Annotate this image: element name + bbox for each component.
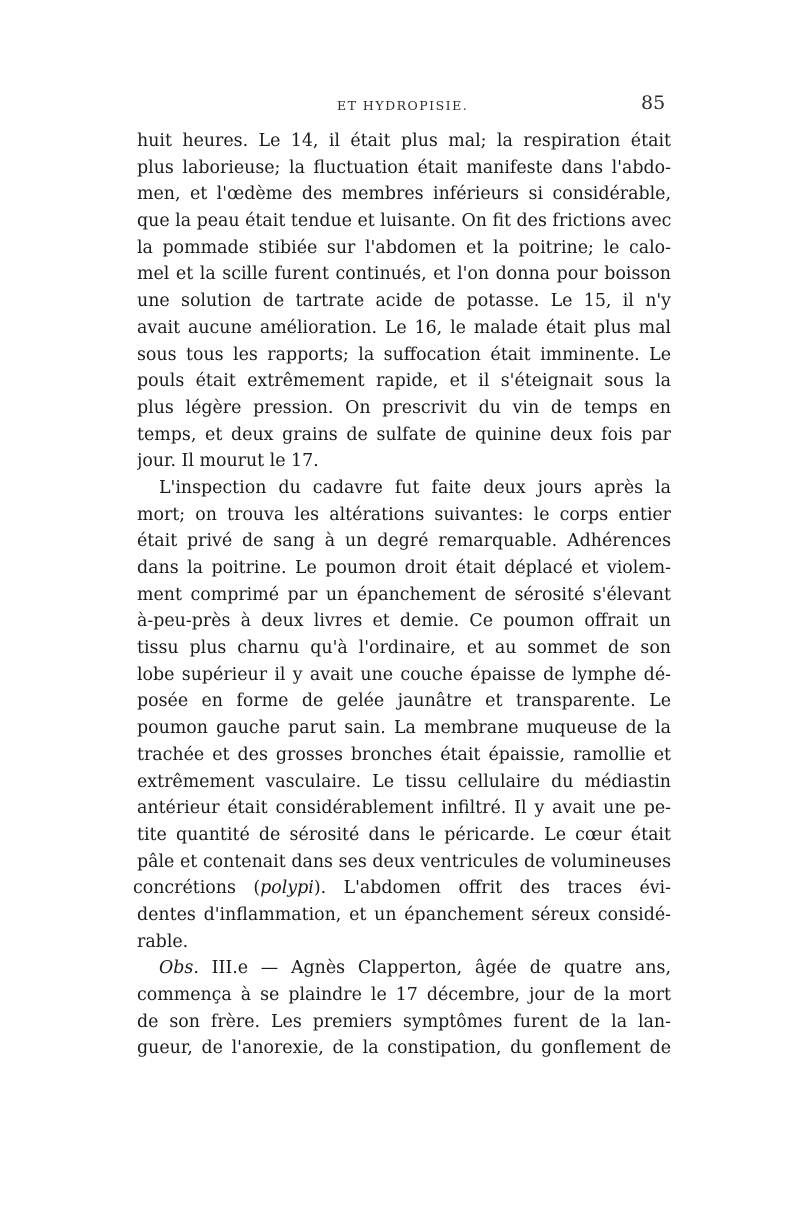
text-line: men, et l'œdème des membres inférieurs si considérable,	[137, 184, 671, 205]
text-line: huit heures. Le 14, il était plus mal; la respiration était	[137, 131, 671, 151]
text-line: tissu plus charnu qu'à l'ordinaire, et au sommet de son	[137, 638, 671, 659]
text-segment: ). L'abdomen offrit des traces évi-	[313, 878, 671, 899]
text-line: gueur, de l'anorexie, de la constipation, du gonflement de	[137, 1038, 671, 1059]
text-line: commença à se plaindre le 17 décembre, jour de la mort	[137, 985, 671, 1005]
text-line: était privé de sang à un degré remarquable. Adhérences	[137, 531, 671, 552]
text-line: la pommade stibiée sur l'abdomen et la poitrine; le calo-	[137, 237, 671, 258]
running-title: ET HYDROPISIE.	[337, 98, 469, 113]
paragraph-end-line: jour. Il mourut le 17.	[137, 451, 319, 472]
text-line: une solution de tartrate acide de potasse. Le 15, il n'y	[137, 291, 671, 312]
text-line: antérieur était considérablement infiltré. Il y avait une pe-	[137, 798, 671, 819]
text-line: de son frère. Les premiers symptômes furent de la lan-	[137, 1011, 671, 1032]
text-line	[133, 875, 671, 902]
text-segment: concrétions (	[133, 878, 261, 899]
text-line: ment comprimé par un épanchement de sérosité s'élevant	[137, 584, 671, 605]
text-line: dentes d'inflammation, et un épanchement séreux considé-	[137, 904, 671, 925]
italic-term: polypi	[260, 878, 314, 899]
text-line: lobe supérieur il y avait une couche épaisse de lymphe dé-	[137, 664, 671, 685]
body-text	[133, 128, 671, 1062]
text-line: que la peau était tendue et luisante. On fit des frictions avec	[137, 211, 671, 232]
text-line: posée en forme de gelée jaunâtre et transparente. Le	[137, 691, 671, 712]
text-line: dans la poitrine. Le poumon droit était déplacé et violem-	[137, 558, 671, 578]
observation-heading-line	[137, 955, 671, 982]
text-line: tite quantité de sérosité dans le péricarde. Le cœur était	[137, 824, 671, 845]
text-line: à-peu-près à deux livres et demie. Ce poumon offrait un	[137, 611, 671, 632]
text-segment: III.e — Agnès Clapperton, âgée de quatre ans,	[198, 958, 671, 979]
paragraph-start-line: L'inspection du cadavre fut faite deux jours après la	[159, 477, 671, 498]
text-line: extrêmement vasculaire. Le tissu cellulaire du médiastin	[137, 771, 671, 792]
text-line: avait aucune amélioration. Le 16, le malade était plus mal	[137, 317, 671, 338]
text-line: poumon gauche parut sain. La membrane muqueuse de la	[137, 718, 671, 739]
paragraph-end-line: rable.	[137, 931, 189, 952]
text-line: mort; on trouva les altérations suivantes: le corps entier	[137, 504, 671, 525]
text-line: sous tous les rapports; la suffocation était imminente. Le	[137, 344, 671, 365]
text-line: pâle et contenait dans ses deux ventricules de volumineuses	[137, 851, 671, 872]
observation-label: Obs.	[159, 958, 199, 979]
text-line: mel et la scille furent continués, et l'on donna pour boisson	[137, 264, 671, 285]
text-line: trachée et des grosses bronches était épaissie, ramollie et	[137, 744, 671, 765]
text-line: pouls était extrêmement rapide, et il s'éteignait sous la	[137, 371, 671, 392]
text-line: plus laborieuse; la fluctuation était manifeste dans l'abdo-	[137, 157, 671, 178]
text-line: plus légère pression. On prescrivit du vin de temps en	[137, 397, 671, 418]
text-line: temps, et deux grains de sulfate de quinine deux fois par	[137, 424, 671, 445]
page-number: 85	[641, 92, 666, 114]
